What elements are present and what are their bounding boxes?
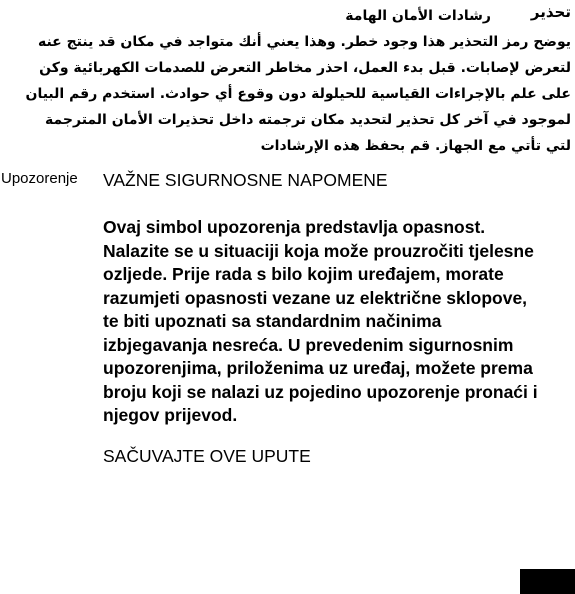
croatian-text-line: izbjegavanja nesreća. U prevedenim sigurnosnim xyxy=(103,334,514,355)
arabic-heading-line: رشادات الأمان الهامة xyxy=(345,8,491,24)
page-tab-marker xyxy=(520,569,575,594)
croatian-warning-text xyxy=(103,216,575,428)
croatian-text-line: te biti upoznati sa standardnim načinima xyxy=(103,311,442,331)
croatian-warning-label: Upozorenje xyxy=(1,170,78,187)
croatian-text-line: Nalazite se u situaciji koja može prouzročiti tjelesne xyxy=(103,240,534,261)
arabic-text-line: لتعرض لإصابات. قبل بدء العمل، احذر مخاطر التعرض للصدمات الكهربائية وكن xyxy=(39,60,571,76)
croatian-text-line: ozljede. Prije rada s bilo kojim uređajem, morate xyxy=(103,264,504,284)
croatian-text-line: razumjeti opasnosti vezane uz električne sklopove, xyxy=(103,287,528,308)
arabic-text-line: لتي تأتي مع الجهاز. قم بحفظ هذه الإرشادات xyxy=(260,138,571,154)
croatian-text-line: Ovaj simbol upozorenja predstavlja opasnost. xyxy=(103,217,486,237)
arabic-text-line: لموجود في آخر كل تحذير لتحديد مكان ترجمته داخل تحذيرات الأمان المترجمة xyxy=(45,112,571,128)
arabic-warning-text xyxy=(25,3,571,159)
croatian-text-line: broju koji se nalazi uz pojedino upozorenje pronaći i xyxy=(103,381,538,402)
croatian-text-line: njegov prijevod. xyxy=(103,405,238,425)
croatian-heading: VAŽNE SIGURNOSNE NAPOMENE xyxy=(103,170,388,190)
arabic-text-line: يوضح رمز التحذير هذا وجود خطر. وهذا يعني أنك متواجد في مكان قد ينتج عنه xyxy=(37,34,571,50)
arabic-warning-label: تحذير xyxy=(530,3,571,21)
arabic-text-line: على علم بالإجراءات القياسية للحيلولة دون وقوع أي حوادث. استخدم رقم البيان xyxy=(25,86,571,102)
croatian-text-line: upozorenjima, priloženima uz uređaj, možete prema xyxy=(103,358,533,378)
croatian-save-instructions: SAČUVAJTE OVE UPUTE xyxy=(103,446,311,466)
